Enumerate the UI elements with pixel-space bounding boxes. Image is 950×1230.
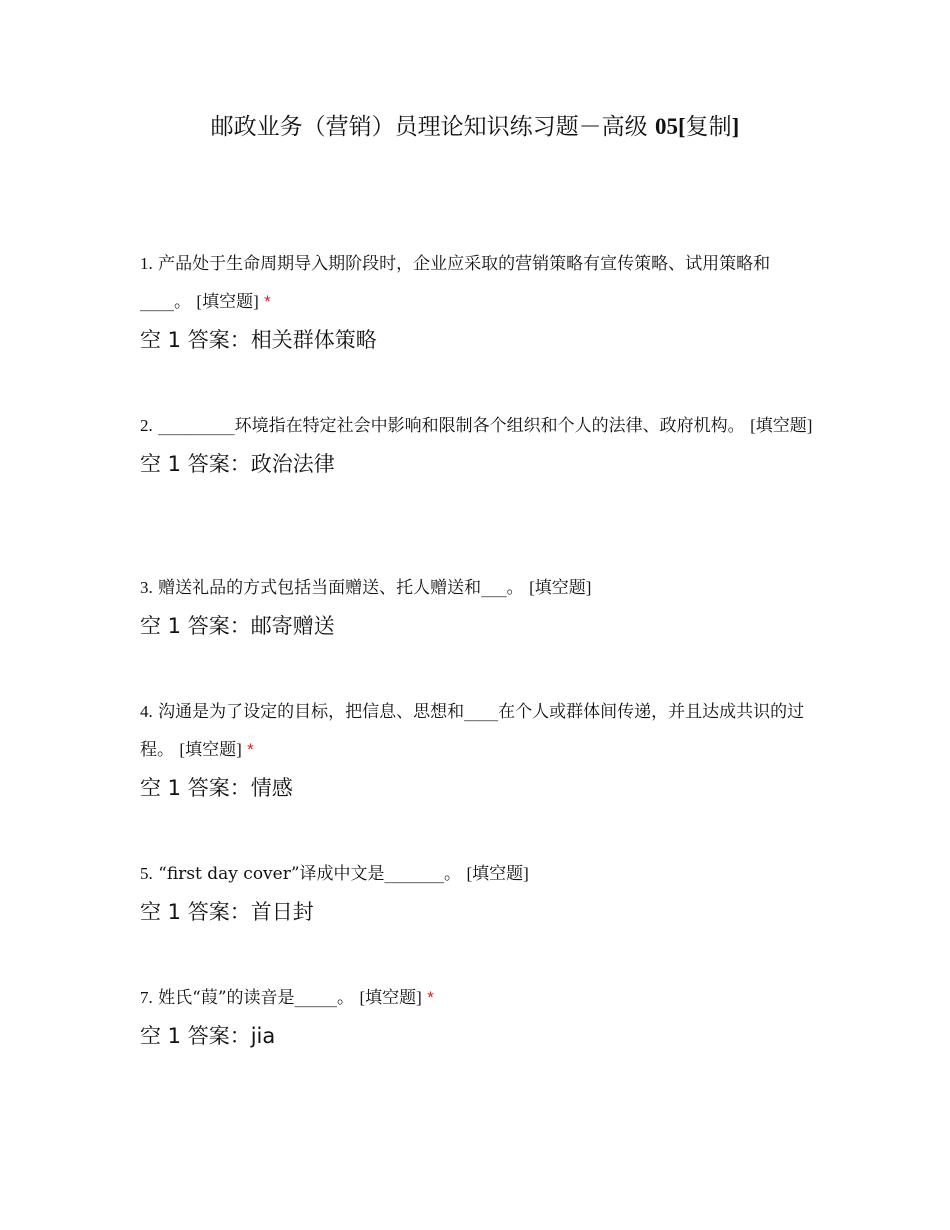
required-mark: *	[427, 988, 434, 1007]
question-text	[140, 407, 820, 445]
question-type: [填空题]	[359, 988, 422, 1007]
required-mark: *	[264, 292, 271, 311]
answer-line	[140, 895, 820, 929]
question-number: 5.	[140, 864, 153, 883]
page-title	[0, 110, 950, 144]
question-text	[140, 855, 820, 893]
question-number: 7.	[140, 988, 153, 1007]
answer-line	[140, 771, 820, 805]
question-4	[140, 693, 820, 805]
question-type: [填空题]	[179, 740, 242, 759]
answer-prefix: 空 1 答案：	[140, 452, 251, 476]
answer-value: 情感	[250, 776, 293, 800]
required-mark: *	[247, 740, 254, 759]
question-body: 产品处于生命周期导入期阶段时，企业应采取的营销策略有宣传策略、试用策略和____。	[140, 254, 771, 312]
title-close: ]	[731, 114, 740, 139]
answer-prefix: 空 1 答案：	[140, 328, 251, 352]
answer-line	[140, 1019, 820, 1053]
question-body: “first day cover”译成中文是_______。	[158, 864, 462, 884]
question-text	[140, 569, 820, 607]
question-5	[140, 855, 820, 929]
question-1	[140, 245, 820, 357]
question-number: 2.	[140, 416, 153, 435]
question-type: [填空题]	[750, 416, 813, 435]
question-3	[140, 569, 820, 643]
answer-value: 邮寄赠送	[250, 614, 335, 638]
question-text	[140, 979, 820, 1017]
answer-prefix: 空 1 答案：	[140, 1024, 251, 1048]
answer-prefix: 空 1 答案：	[140, 900, 251, 924]
title-code: 05[	[654, 114, 686, 139]
question-number: 4.	[140, 702, 153, 721]
question-type: [填空题]	[466, 864, 529, 883]
answer-prefix: 空 1 答案：	[140, 614, 251, 638]
question-7	[140, 979, 820, 1053]
question-type: [填空题]	[529, 578, 592, 597]
question-body: 赠送礼品的方式包括当面赠送、托人赠送和___。	[158, 578, 524, 598]
question-text	[140, 245, 820, 321]
question-number: 1.	[140, 254, 153, 273]
question-body: _________环境指在特定社会中影响和限制各个组织和个人的法律、政府机构。	[158, 416, 745, 436]
answer-value: jia	[250, 1024, 276, 1048]
question-text	[140, 693, 820, 769]
answer-line	[140, 609, 820, 643]
answer-prefix: 空 1 答案：	[140, 776, 251, 800]
answer-value: 政治法律	[250, 452, 335, 476]
question-type: [填空题]	[196, 292, 259, 311]
answer-value: 首日封	[250, 900, 314, 924]
title-text: 邮政业务（营销）员理论知识练习题－高级	[210, 114, 648, 140]
question-number: 3.	[140, 578, 153, 597]
question-body: 姓氏“葭”的读音是_____。	[158, 988, 355, 1008]
question-body: 沟通是为了设定的目标，把信息、思想和____在个人或群体间传递，并且达成共识的过程。	[140, 702, 805, 760]
title-copy: 复制	[685, 114, 732, 140]
answer-line	[140, 323, 820, 357]
question-2	[140, 407, 820, 481]
answer-line	[140, 447, 820, 481]
answer-value: 相关群体策略	[250, 328, 377, 352]
